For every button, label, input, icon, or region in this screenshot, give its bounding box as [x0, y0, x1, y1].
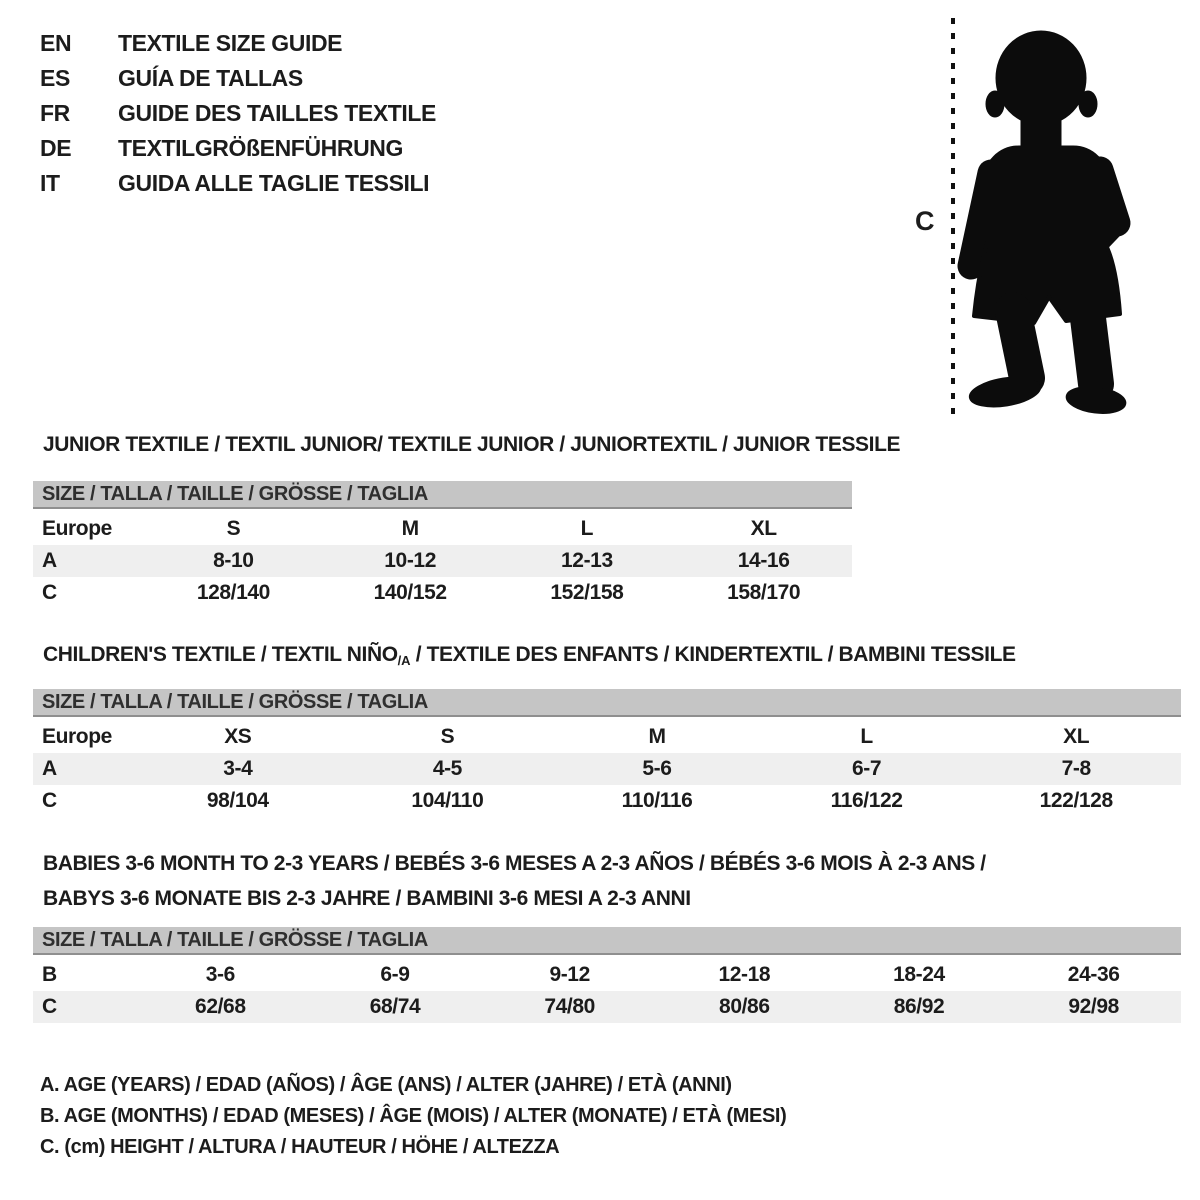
cell: XL	[750, 517, 777, 540]
row-label: Europe	[42, 517, 112, 540]
children-section-title	[43, 643, 1016, 668]
babies-title-line1: BABIES 3-6 MONTH TO 2-3 YEARS / BEBÉS 3-6 MESES A 2-3 AÑOS / BÉBÉS 3-6 MOIS À 2-3 ANS /	[43, 852, 986, 875]
language-code: ES	[40, 65, 70, 91]
babies-size-header: SIZE / TALLA / TAILLE / GRÖSSE / TAGLIA	[33, 927, 1181, 955]
cell: 86/92	[893, 995, 945, 1018]
cell: 14-16	[737, 549, 790, 572]
language-title: TEXTILGRÖßENFÜHRUNG	[118, 135, 403, 161]
cell: 5-6	[642, 757, 672, 780]
table-row	[33, 785, 1181, 817]
cell: 122/128	[1039, 789, 1113, 812]
cell: 8-10	[213, 549, 254, 572]
language-row-fr	[40, 96, 436, 131]
language-code: FR	[40, 100, 70, 126]
row-label: C	[42, 581, 57, 604]
cell: 62/68	[195, 995, 246, 1018]
language-row-it	[40, 166, 436, 201]
cell: 92/98	[1068, 995, 1119, 1018]
table-row	[33, 513, 852, 545]
cell: M	[401, 517, 419, 540]
measurement-legend	[40, 1070, 786, 1163]
cell: 6-9	[380, 963, 410, 986]
cell: 68/74	[369, 995, 421, 1018]
cell: 116/122	[830, 789, 903, 812]
table-row	[33, 991, 1181, 1023]
cell: M	[648, 725, 666, 748]
babies-title-line2: BABYS 3-6 MONATE BIS 2-3 JAHRE / BAMBINI 3-6 MESI A 2-3 ANNI	[43, 887, 691, 910]
cell: 24-36	[1067, 963, 1120, 986]
cell: 128/140	[196, 581, 270, 604]
legend-line-c: C. (cm) HEIGHT / ALTURA / HAUTEUR / HÖHE / ALTEZZA	[40, 1136, 560, 1158]
language-title: GUIDE DES TAILLES TEXTILE	[118, 100, 436, 126]
cell: S	[440, 725, 455, 748]
language-row-es	[40, 61, 436, 96]
junior-size-header: SIZE / TALLA / TAILLE / GRÖSSE / TAGLIA	[33, 481, 852, 509]
row-label: C	[42, 995, 57, 1018]
language-title: GUIDA ALLE TAGLIE TESSILI	[118, 170, 430, 196]
cell: 98/104	[206, 789, 269, 812]
language-title: TEXTILE SIZE GUIDE	[118, 30, 343, 56]
cell: XL	[1063, 725, 1090, 748]
language-code: IT	[40, 170, 60, 196]
cell: 110/116	[621, 789, 693, 812]
babies-section-title	[43, 846, 986, 916]
cell: 12-13	[561, 549, 613, 572]
junior-section-title: JUNIOR TEXTILE / TEXTIL JUNIOR/ TEXTILE JUNIOR / JUNIORTEXTIL / JUNIOR TESSILE	[43, 433, 901, 456]
cell: L	[580, 517, 594, 540]
language-row-en	[40, 26, 436, 61]
language-list	[40, 26, 436, 201]
cell: 4-5	[432, 757, 462, 780]
table-row	[33, 577, 852, 609]
row-label: B	[42, 963, 57, 986]
cell: 152/158	[550, 581, 624, 604]
cell: 74/80	[544, 995, 595, 1018]
cell: 12-18	[718, 963, 771, 986]
language-code: DE	[40, 135, 72, 161]
cell: 104/110	[411, 789, 484, 812]
babies-size-table	[33, 927, 1181, 1023]
cell: 9-12	[549, 963, 590, 986]
row-label: A	[42, 549, 57, 572]
cell: S	[226, 517, 241, 540]
junior-size-table	[33, 481, 852, 609]
legend-line-b: B. AGE (MONTHS) / EDAD (MESES) / ÂGE (MOIS) / ALTER (MONATE) / ETÀ (MESI)	[40, 1105, 787, 1127]
toddler-silhouette-icon	[967, 31, 1127, 417]
measure-c-label: C	[915, 206, 935, 236]
children-size-table	[33, 689, 1181, 817]
children-title-subscript: /A	[397, 653, 411, 668]
language-title: GUÍA DE TALLAS	[118, 65, 303, 91]
cell: 18-24	[893, 963, 945, 986]
cell: 10-12	[384, 549, 436, 572]
children-size-header: SIZE / TALLA / TAILLE / GRÖSSE / TAGLIA	[33, 689, 1181, 717]
language-row-de	[40, 131, 436, 166]
cell: 7-8	[1061, 757, 1091, 780]
table-row	[33, 959, 1181, 991]
children-title-part1: CHILDREN'S TEXTILE / TEXTIL NIÑO	[43, 643, 398, 666]
table-row	[33, 545, 852, 577]
row-label: Europe	[42, 725, 112, 748]
row-label: A	[42, 757, 57, 780]
figure-graphic	[935, 10, 1155, 422]
language-code: EN	[40, 30, 72, 56]
cell: 6-7	[852, 757, 882, 780]
cell: XS	[224, 725, 252, 748]
legend-line-a: A. AGE (YEARS) / EDAD (AÑOS) / ÂGE (ANS) / ALTER (JAHRE) / ETÀ (ANNI)	[40, 1074, 732, 1096]
children-title-part2: / TEXTILE DES ENFANTS / KINDERTEXTIL / BAMBINI TESSILE	[410, 643, 1016, 666]
cell: 140/152	[373, 581, 447, 604]
row-label: C	[42, 789, 57, 812]
cell: 158/170	[727, 581, 801, 604]
cell: L	[860, 725, 873, 748]
cell: 3-6	[205, 963, 235, 986]
table-row	[33, 721, 1181, 753]
cell: 3-4	[223, 757, 253, 780]
cell: 80/86	[719, 995, 770, 1018]
height-measure-figure	[905, 10, 1155, 422]
table-row	[33, 753, 1181, 785]
